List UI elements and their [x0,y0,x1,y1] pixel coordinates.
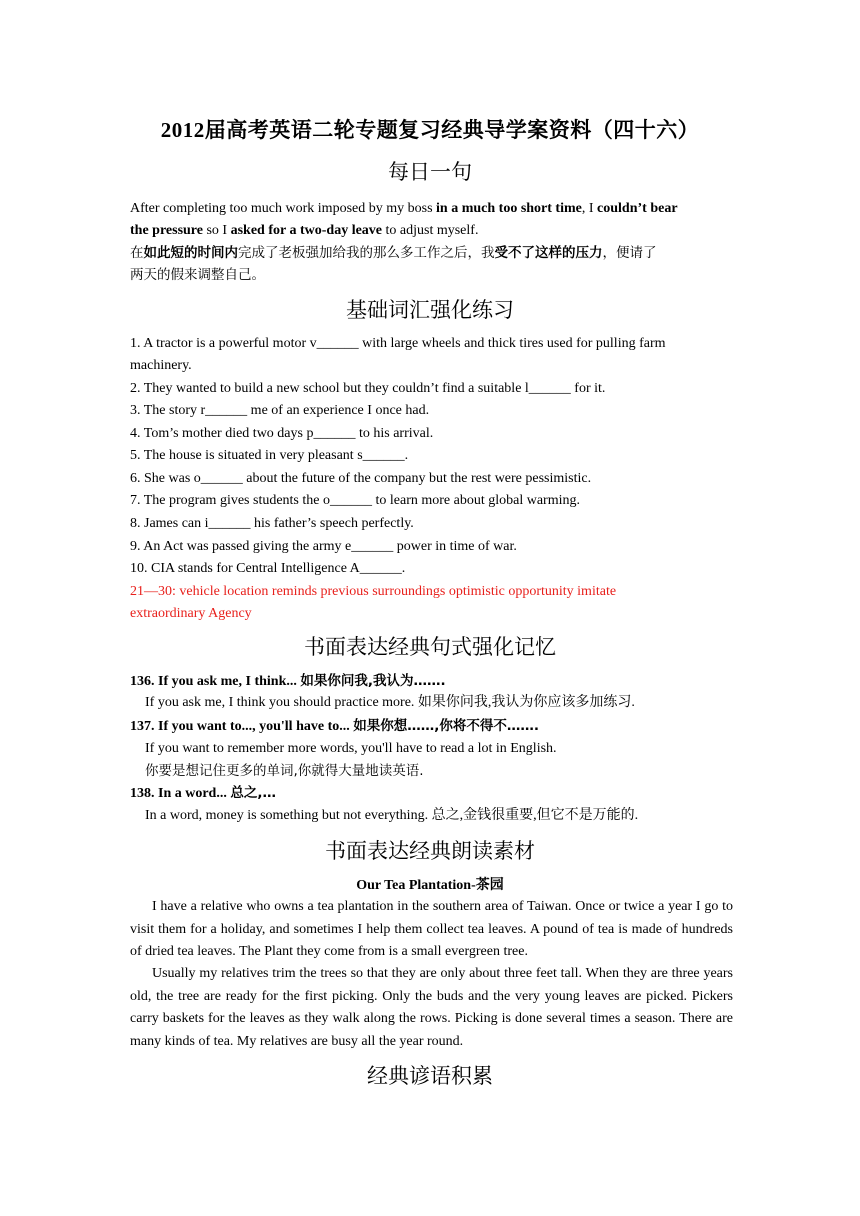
bold-phrase: 如果你想……,你将不得不……. [353,718,539,734]
vocab-answers-line-2: extraordinary Agency [130,606,252,621]
bold-phrase: in a much too short time [436,201,582,216]
document-title: 2012届高考英语二轮专题复习经典导学案资料（四十六） [160,118,700,142]
vocab-item: 5. The house is situated in very pleasant s______. [130,448,409,463]
bold-phrase: couldn’t bear [597,201,678,216]
text-span: 在 [130,245,144,261]
vocab-item: 6. She was o______ about the future of the company but the rest were pessimistic. [130,471,592,486]
bold-phrase: 如此短的时间内 [143,245,238,261]
pattern-136-head [130,670,735,693]
bold-phrase: 137. If you want to..., you'll have to... [130,719,354,734]
vocab-answers-line-1: 21—30: vehicle location reminds previous surroundings optimistic opportunity imitate [130,584,617,599]
reading-paragraph-2 [130,963,733,1054]
text-span: After completing too much work imposed by my boss [130,201,437,216]
reading-paragraph-1 [130,896,733,964]
vocab-item: 7. The program gives students the o______ to learn more about global warming. [130,493,580,508]
bold-phrase: asked for a two-day leave [230,223,383,238]
daily-sentence-en-line-2 [130,220,735,242]
pattern-136-example: If you ask me, I think you should practice more. 如果你问我,我认为你应该多加练习. [145,695,635,710]
daily-sentence-en-line-1 [130,198,735,220]
heading-daily-sentence: 每日一句 [388,160,472,184]
heading-proverbs: 经典谚语积累 [367,1064,493,1088]
paragraph-text: Usually my relatives trim the trees so that they are only about three feet tall. When they are three years old, the tree are ready for the first picking. Only the buds and the very young leaves are picked. Pickers carry baskets for the leaves as they walk along the rows. Picking is done several times a season. There are many kinds of tea. My relatives are busy all the year round. [130,966,733,1050]
pattern-137-head [130,715,735,738]
bold-phrase: 138. In a word... [130,786,231,801]
reading-subtitle: Our Tea Plantation-茶园 [356,878,504,893]
bold-phrase: the pressure [130,223,203,238]
paragraph-text: I have a relative who owns a tea plantation in the southern area of Taiwan. Once or twice a year I go to visit them for a holiday, and sometimes I help them collect tea leaves. A pound of tea is made of hundreds of dried tea leaves. The Plant they come from is a small evergreen tree. [130,899,733,960]
pattern-137-example-en: If you want to remember more words, you'll have to read a lot in English. [145,741,557,756]
bold-phrase: 总之,… [230,785,276,801]
vocab-item: 2. They wanted to build a new school but they couldn’t find a suitable l______ for it. [130,381,606,396]
vocab-item: 3. The story r______ me of an experience I once had. [130,403,430,418]
text-span: to adjust myself. [382,223,479,238]
pattern-138-example: In a word, money is something but not everything. 总之,金钱很重要,但它不是万能的. [145,808,639,823]
bold-phrase: 如果你问我,我认为……. [300,673,446,689]
vocab-item: machinery. [130,358,192,373]
text-span: 完成了老板强加给我的那么多工作之后，我 [238,245,495,261]
text-span: so I [202,223,231,238]
heading-patterns: 书面表达经典句式强化记忆 [304,635,556,659]
vocab-item: 9. An Act was passed giving the army e______ power in time of war. [130,539,517,554]
heading-reading: 书面表达经典朗读素材 [325,839,535,863]
text-span: , I [581,201,598,216]
daily-sentence-cn-line-1 [130,242,735,264]
bold-phrase: 136. If you ask me, I think... [130,674,301,689]
heading-vocab: 基础词汇强化练习 [346,298,514,322]
bold-phrase: 受不了这样的压力 [494,245,603,261]
pattern-137-example-cn: 你要是想记住更多的单词,你就得大量地读英语. [145,763,424,779]
daily-sentence-cn-line-2: 两天的假来调整自己。 [130,267,265,283]
vocab-item: 1. A tractor is a powerful motor v______ with large wheels and thick tires used for pulling farm [130,336,666,351]
vocab-item: 10. CIA stands for Central Intelligence A______. [130,561,406,576]
vocab-item: 8. James can i______ his father’s speech perfectly. [130,516,414,531]
pattern-138-head [130,782,735,805]
text-span: ，便请了 [602,245,657,261]
vocab-item: 4. Tom’s mother died two days p______ to his arrival. [130,426,434,441]
